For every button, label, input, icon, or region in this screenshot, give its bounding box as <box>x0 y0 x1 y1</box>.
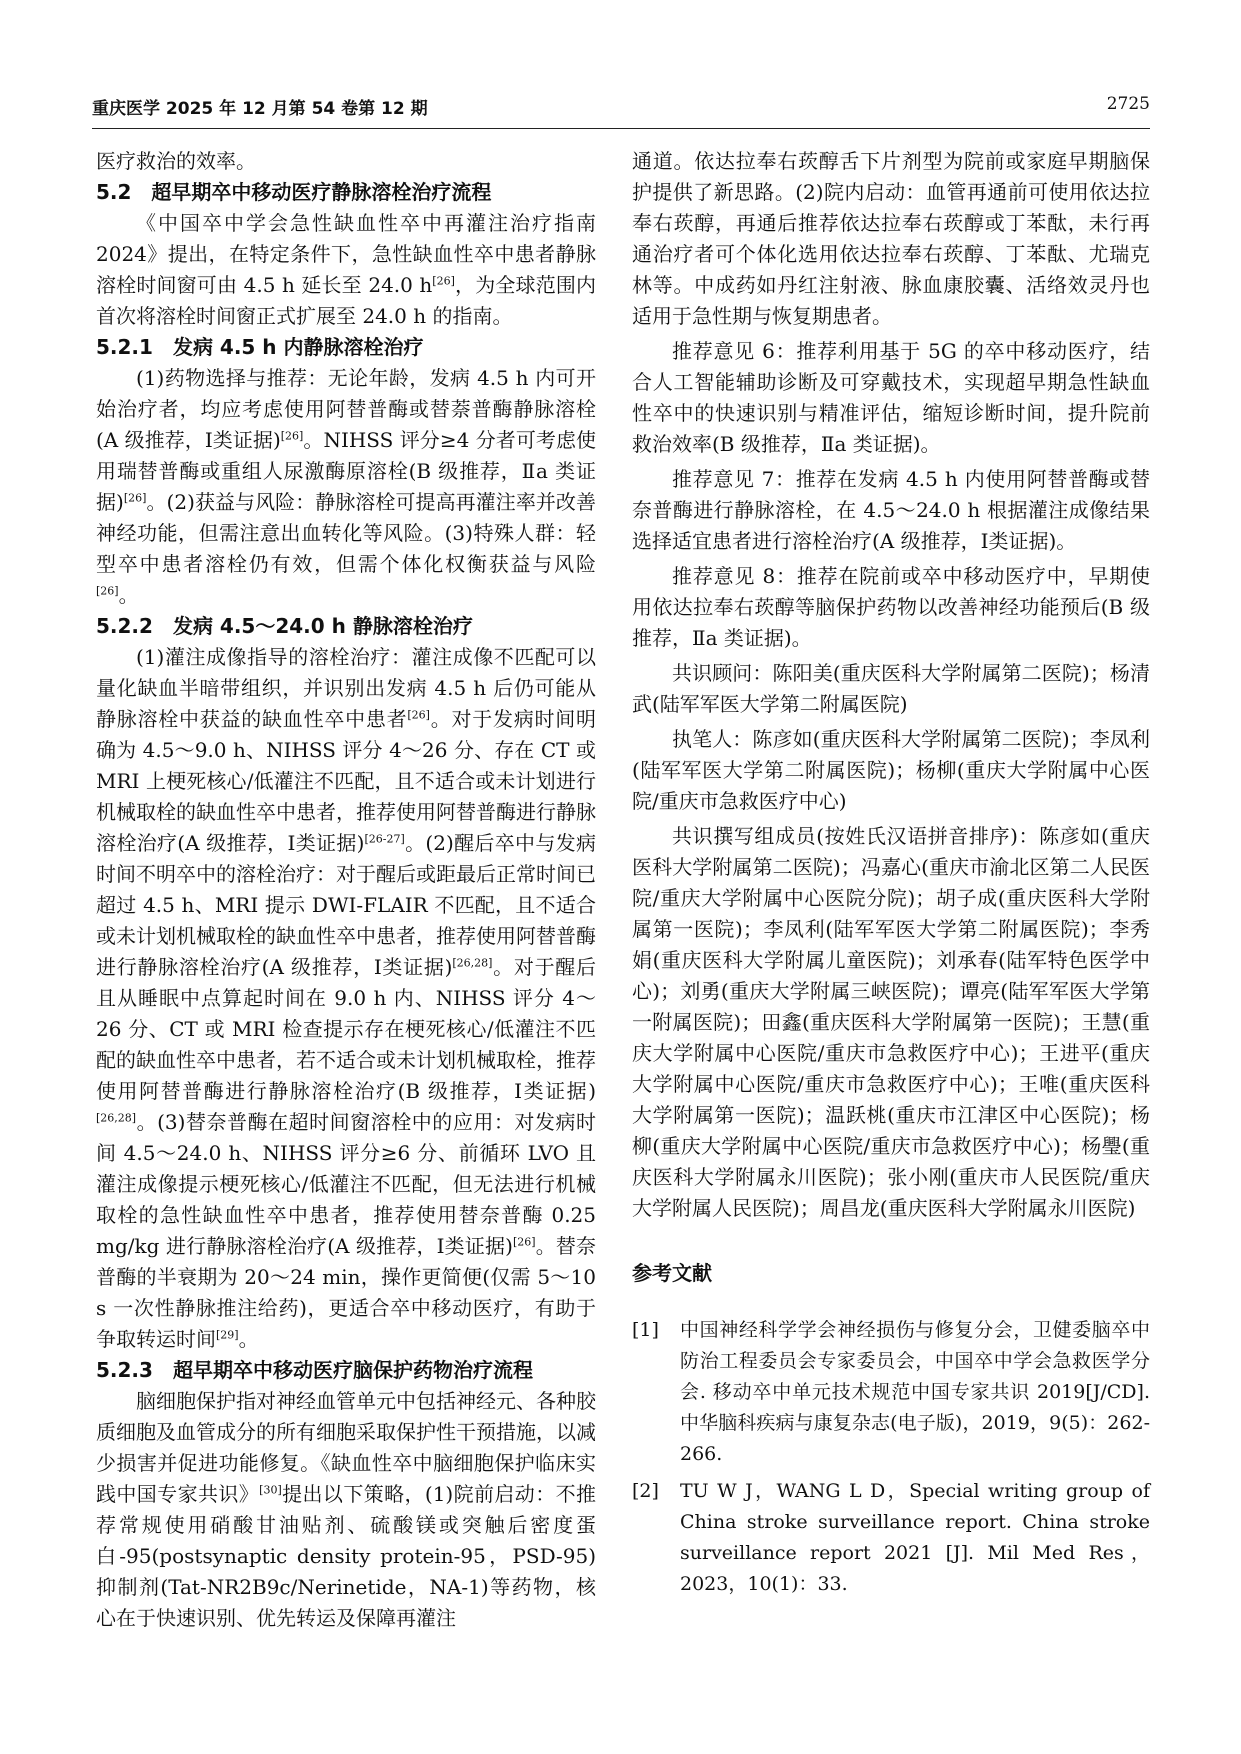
paragraph: (1)药物选择与推荐：无论年龄，发病 4.5 h 内可开始治疗者，均应考虑使用阿替普酶或替萘普酶静脉溶栓(A 级推荐，Ⅰ类证据)[26]。NIHSS 评分≥4 分者可考虑使用瑞替普酶或重组人尿激酶原溶栓(B 级推荐，Ⅱa 类证据)[26]。(2)获益与风险：静脉溶栓可提高再灌注率并改善神经功能，但需注意出血转化等风险。(3)特殊人群：轻型卒中患者溶栓仍有效，但需个体化权衡获益与风险[26]。 <box>96 366 596 607</box>
section-heading-5-2-1: 5.2.1 发病 4.5 h 内静脉溶栓治疗 <box>96 335 424 359</box>
page-header <box>92 94 1150 124</box>
recommendation-8: 推荐意见 8：推荐在院前或卒中移动医疗中，早期使用依达拉奉右莰醇等脑保护药物以改善神经功能预后(B 级推荐，Ⅱa 类证据)。 <box>632 564 1150 650</box>
recommendation-6: 推荐意见 6：推荐利用基于 5G 的卒中移动医疗，结合人工智能辅助诊断及可穿戴技术，实现超早期急性缺血性卒中的快速识别与精准评估，缩短诊断时间，提升院前救治效率(B 级推荐，Ⅱa 类证据)。 <box>632 339 1150 456</box>
reference-item <box>632 1476 1150 1600</box>
writers: 执笔人：陈彦如(重庆医科大学附属第二医院)；李凤利(陆军军医大学第二附属医院)；杨柳(重庆大学附属中心医院/重庆市急救医疗中心) <box>632 727 1150 813</box>
page-number: 2725 <box>1106 94 1150 114</box>
paragraph: (1)灌注成像指导的溶栓治疗：灌注成像不匹配可以量化缺血半暗带组织，并识别出发病 4.5 h 后仍可能从静脉溶栓中获益的缺血性卒中患者[26]。对于发病时间明确为 4.5～9.0 h、NIHSS 评分 4～26 分、存在 CT 或 MRI 上梗死核心/低灌注不匹配，且不适合或未计划进行机械取栓的缺血性卒中患者，推荐使用阿替普酶进行静脉溶栓治疗(A 级推荐，Ⅰ类证据)[26-27]。(2)醒后卒中与发病时间不明卒中的溶栓治疗：对于醒后或距最后正常时间已超过 4.5 h、MRI 提示 DWI-FLAIR 不匹配，且不适合或未计划机械取栓的缺血性卒中患者，推荐使用阿替普酶进行静脉溶栓治疗(A 级推荐，Ⅰ类证据)[26,28]。对于醒后且从睡眠中点算起时间在 9.0 h 内、NIHSS 评分 4～26 分、CT 或 MRI 检查提示存在梗死核心/低灌注不匹配的缺血性卒中患者，若不适合或未计划机械取栓，推荐使用阿替普酶进行静脉溶栓治疗(B 级推荐，Ⅰ类证据)[26,28]。(3)替奈普酶在超时间窗溶栓中的应用：对发病时间 4.5～24.0 h、NIHSS 评分≥6 分、前循环 LVO 且灌注成像提示梗死核心/低灌注不匹配，但无法进行机械取栓的急性缺血性卒中患者，推荐使用替奈普酶 0.25 mg/kg 进行静脉溶栓治疗(A 级推荐，Ⅰ类证据)[26]。替奈普酶的半衰期为 20～24 min，操作更简便(仅需 5～10 s 一次性静脉推注给药)，更适合卒中移动医疗，有助于争取转运时间[29]。 <box>96 645 597 1351</box>
citation: [26,28] <box>96 1111 137 1125</box>
citation: [26] <box>512 1235 536 1249</box>
paragraph: 脑细胞保护指对神经血管单元中包括神经元、各种胶质细胞及血管成分的所有细胞采取保护性干预措施，以减少损害并促进功能修复。《缺血性卒中脑细胞保护临床实践中国专家共识》[30]提出以下策略，(1)院前启动：不推荐常规使用硝酸甘油贴剂、硫酸镁或突触后密度蛋白-95(postsynaptic density protein-95，PSD-95)抑制剂(Tat-NR2B9c/Nerinetide，NA-1)等药物，核心在于快速识别、优先转运及保障再灌注 <box>96 1389 596 1630</box>
section-heading-5-2-2: 5.2.2 发病 4.5～24.0 h 静脉溶栓治疗 <box>96 614 473 638</box>
citation: [26] <box>280 429 304 443</box>
citation: [26] <box>432 274 455 288</box>
reference-text: TU W J，WANG L D，Special writing group of China stroke surveillance report. China stroke surveillance report 2021 [J]. Mil Med Res，2023，10(1)：33. <box>680 1480 1150 1595</box>
reference-item <box>632 1315 1150 1470</box>
citation: [29] <box>216 1328 239 1342</box>
paragraph: 医疗救治的效率。 <box>96 149 256 173</box>
paragraph: 通道。依达拉奉右莰醇舌下片剂型为院前或家庭早期脑保护提供了新思路。(2)院内启动：血管再通前可使用依达拉奉右莰醇，再通后推荐依达拉奉右莰醇或丁苯酞，未行再通治疗者可个体化选用依达拉奉右莰醇、丁苯酞、尤瑞克林等。中成药如丹红注射液、脉血康胶囊、活络效灵丹也适用于急性期与恢复期患者。 <box>632 149 1150 328</box>
right-column <box>632 146 1150 1606</box>
consensus-advisors: 共识顾问：陈阳美(重庆医科大学附属第二医院)；杨清武(陆军军医大学第二附属医院) <box>632 661 1150 716</box>
left-column <box>96 146 596 1634</box>
header-rule <box>92 128 1150 129</box>
section-heading-5-2: 5.2 超早期卒中移动医疗静脉溶栓治疗流程 <box>96 180 492 204</box>
citation: [26,28] <box>452 956 493 970</box>
reference-number: [1] <box>632 1319 659 1341</box>
citation: [26] <box>407 708 430 722</box>
references-heading: 参考文献 <box>632 1261 712 1285</box>
reference-number: [2] <box>632 1480 659 1502</box>
citation: [26] <box>96 584 119 598</box>
recommendation-7: 推荐意见 7：推荐在发病 4.5 h 内使用阿替普酶或替奈普酶进行静脉溶栓，在 4.5～24.0 h 根据灌注成像结果选择适宜患者进行溶栓治疗(A 级推荐，Ⅰ类证据)。 <box>632 467 1150 553</box>
journal-running-title: 重庆医学 2025 年 12 月第 54 卷第 12 期 <box>92 99 428 119</box>
citation: [30] <box>259 1483 282 1497</box>
writing-group-members: 共识撰写组成员(按姓氏汉语拼音排序)：陈彦如(重庆医科大学附属第二医院)；冯嘉心(重庆市渝北区第二人民医院/重庆大学附属中心医院分院)；胡子成(重庆医科大学附属第一医院)；李凤利(陆军军医大学第二附属医院)；李秀娟(重庆医科大学附属儿童医院)；刘承春(陆军特色医学中心)；刘勇(重庆大学附属三峡医院)；谭亮(陆军军医大学第一附属医院)；田鑫(重庆医科大学附属第一医院)；王慧(重庆大学附属中心医院/重庆市急救医疗中心)；王进平(重庆大学附属中心医院/重庆市急救医疗中心)；王唯(重庆医科大学附属第一医院)；温跃桃(重庆市江津区中心医院)；杨柳(重庆大学附属中心医院/重庆市急救医疗中心)；杨璺(重庆医科大学附属永川医院)；张小刚(重庆市人民医院/重庆大学附属人民医院)；周昌龙(重庆医科大学附属永川医院) <box>632 824 1150 1220</box>
citation: [26-27] <box>364 832 405 846</box>
reference-text: 中国神经科学学会神经损伤与修复分会，卫健委脑卒中防治工程委员会专家委员会，中国卒中学会急救医学分会. 移动卒中单元技术规范中国专家共识 2019[J/CD]. 中华脑科疾病与康复杂志(电子版)，2019，9(5)：262-266. <box>680 1319 1150 1465</box>
paragraph: 《中国卒中学会急性缺血性卒中再灌注治疗指南 2024》提出，在特定条件下，急性缺血性卒中患者静脉溶栓时间窗可由 4.5 h 延长至 24.0 h[26]，为全球范围内首次将溶栓时间窗正式扩展至 24.0 h 的指南。 <box>96 211 597 328</box>
section-heading-5-2-3: 5.2.3 超早期卒中移动医疗脑保护药物治疗流程 <box>96 1358 533 1382</box>
citation: [26] <box>123 491 147 505</box>
